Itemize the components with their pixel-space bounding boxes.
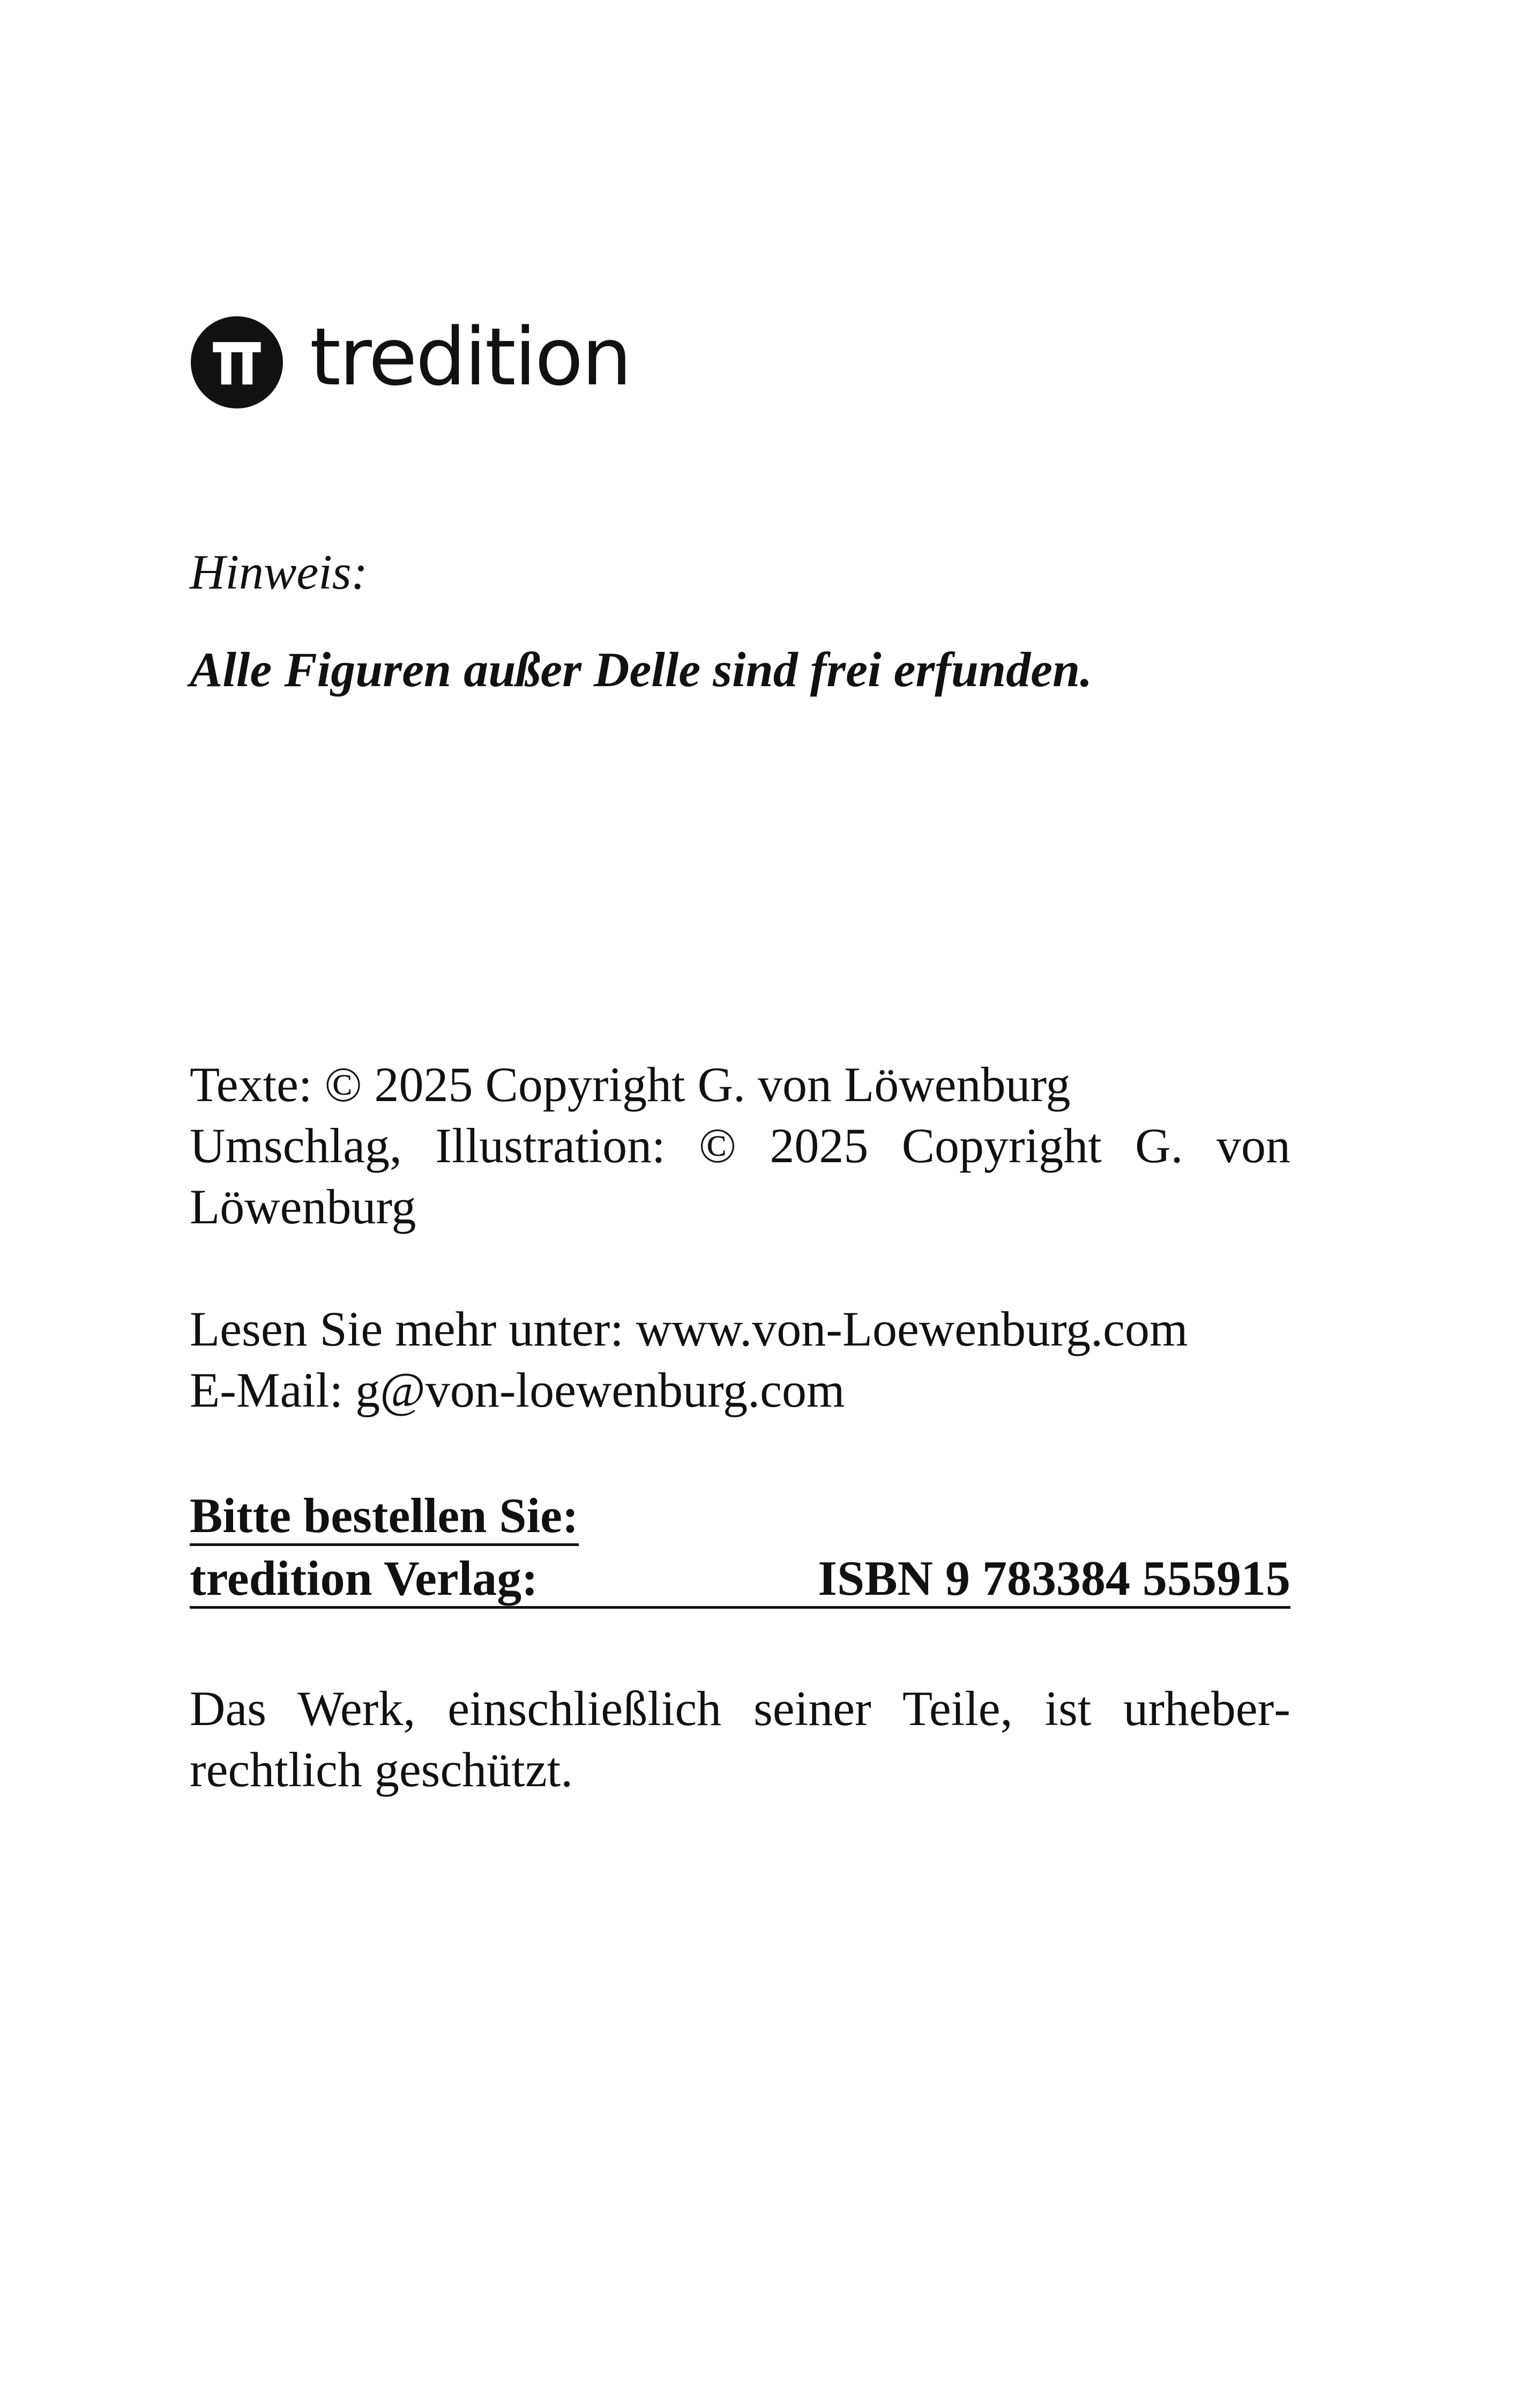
rights-notice: Das Werk, einschließlich seiner Teile, ist urheberrechtlich geschützt. [190,1681,1290,1797]
contact-website: Lesen Sie mehr unter: www.von-Loewenburg.com [190,1302,1188,1356]
contact-email: E-Mail: g@von-loewenburg.com [190,1363,845,1417]
publisher-wordmark: tredition [310,311,631,403]
order-row [190,1550,1290,1609]
order-publisher-label: tredition Verlag: [190,1551,538,1606]
note-label: Hinweis: [190,545,368,599]
credits-texts: Texte: © 2025 Copyright G. von Löwenburg [190,1057,1071,1112]
order-block [190,1485,1290,1609]
tredition-logo-icon [191,316,283,408]
credits-cover: Umschlag, Illustration: © 2025 Copyright G. von Löwenburg [190,1118,1290,1234]
order-isbn: ISBN 9 783384 555915 [818,1551,1290,1606]
publisher-logo [191,311,631,408]
note-text: Alle Figuren außer Delle sind frei erfunden. [190,642,1093,697]
order-heading: Bitte bestellen Sie: [190,1488,579,1546]
credits-block [190,1054,1290,1237]
contact-block [190,1298,1290,1421]
